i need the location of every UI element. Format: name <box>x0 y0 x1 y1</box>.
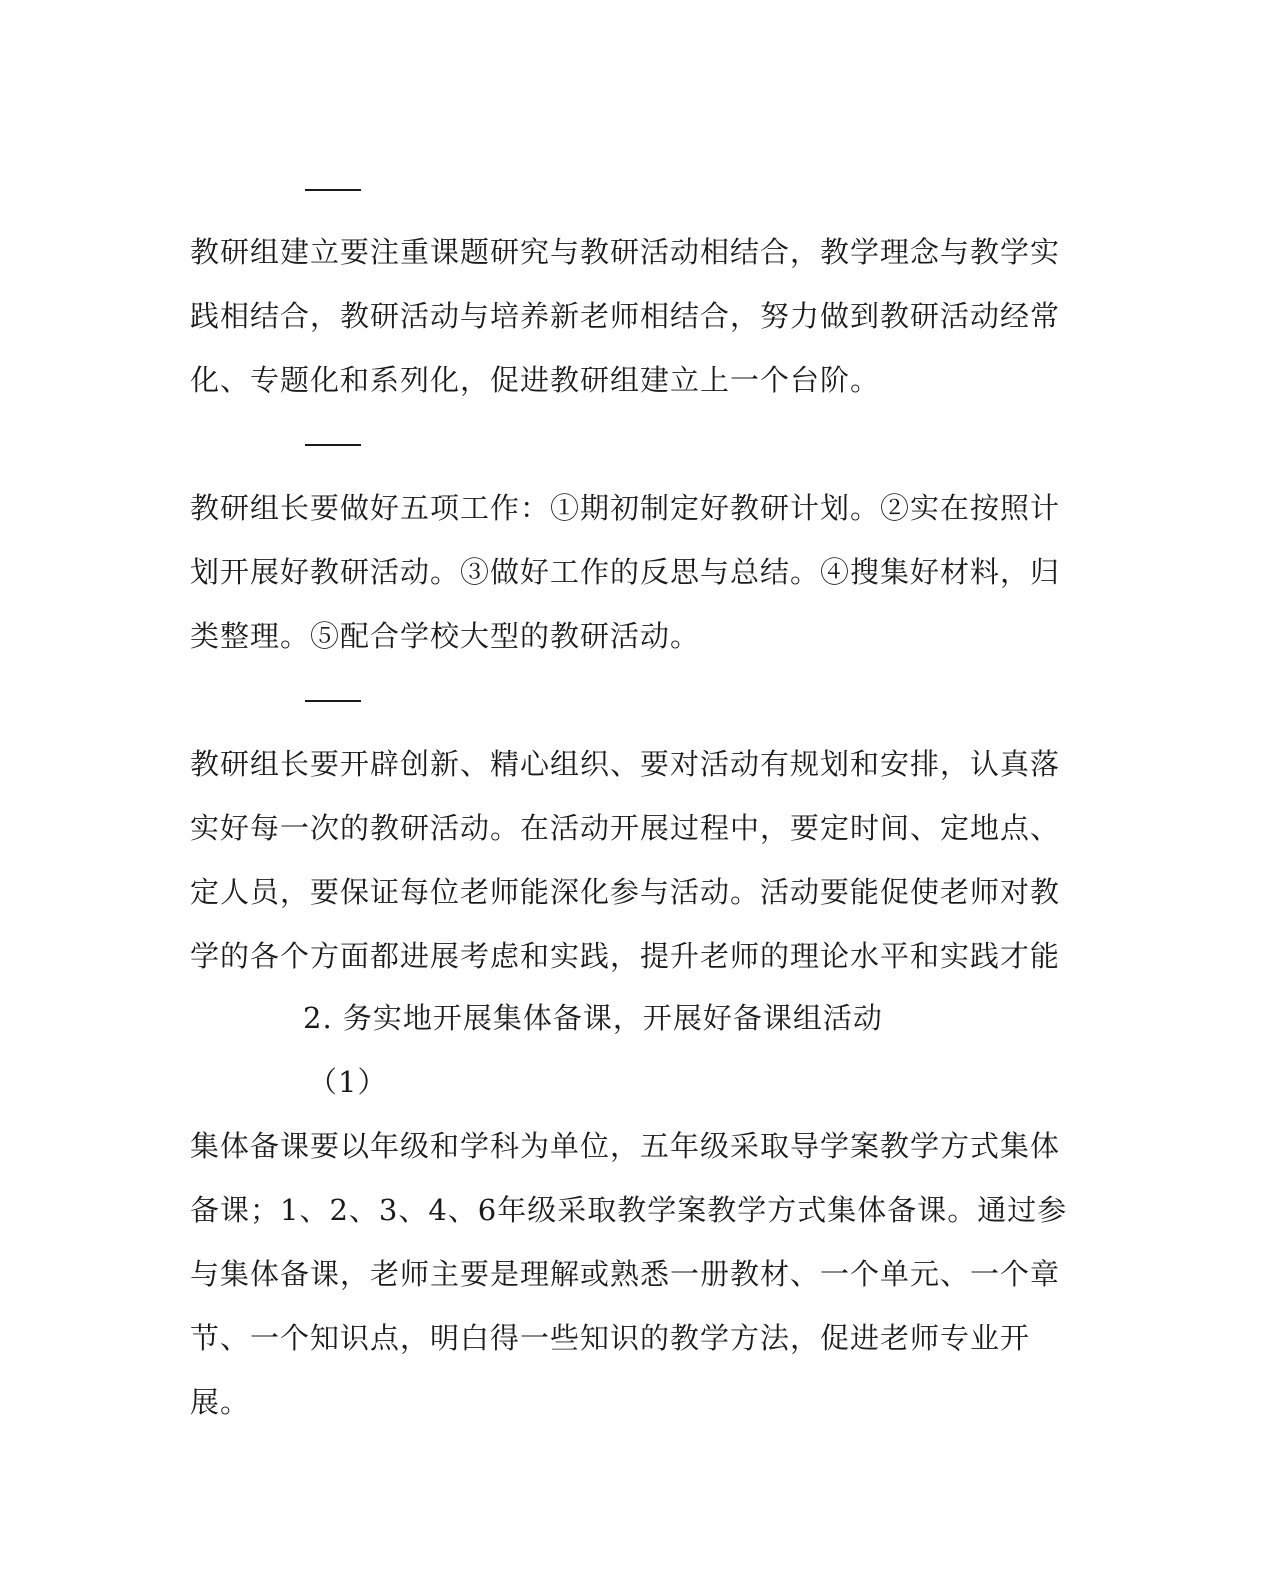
paragraph-research-group-building: 教研组建立要注重课题研究与教研活动相结合，教学理念与教学实践相结合，教研活动与培养新老师相结合，努力做到教研活动经常化、专题化和系列化，促进教研组建立上一个台阶。 <box>190 235 1061 397</box>
paragraph-group-leader-innovation: 教研组长要开辟创新、精心组织、要对活动有规划和安排，认真落实好每一次的教研活动。在活动开展过程中，要定时间、定地点、定人员，要保证每位老师能深化参与活动。活动要能促使老师对教学的各个方面都进展考虑和实践，提升老师的理论水平和实践才能 <box>190 747 1061 973</box>
dash-separator <box>305 700 361 702</box>
subsection-number: （1） <box>308 1065 388 1099</box>
section-heading: 2. 务实地开展集体备课，开展好备课组活动 <box>303 1001 883 1035</box>
dash-separator <box>305 189 361 191</box>
paragraph-collective-lesson-prep: 集体备课要以年级和学科为单位，五年级采取导学案教学方式集体备课；1、2、3、4、6年级采取教学案教学方式集体备课。通过参与集体备课，老师主要是理解或熟悉一册教材、一个单元、一个章节、一个知识点，明白得一些知识的教学方法，促进老师专业开展。 <box>190 1129 1068 1419</box>
paragraph-group-leader-tasks: 教研组长要做好五项工作：①期初制定好教研计划。②实在按照计划开展好教研活动。③做好工作的反思与总结。④搜集好材料，归类整理。⑤配合学校大型的教研活动。 <box>190 491 1061 653</box>
dash-separator <box>305 444 361 446</box>
